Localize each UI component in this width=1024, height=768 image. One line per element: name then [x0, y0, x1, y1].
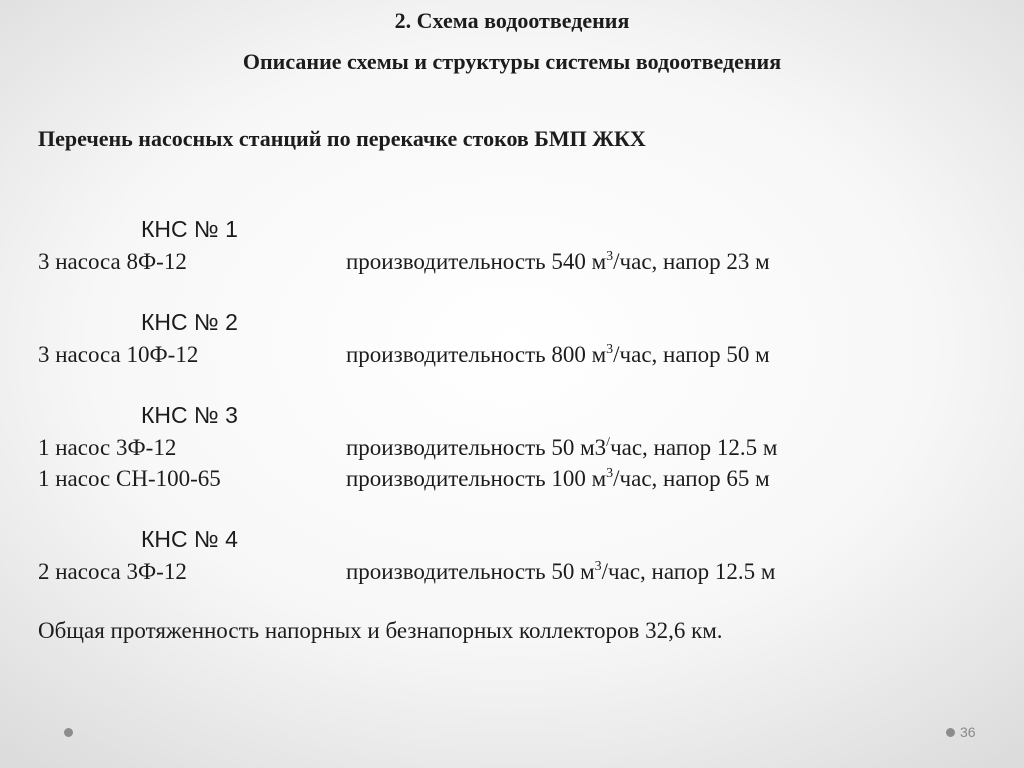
station-name: КНС № 4: [141, 526, 238, 552]
station-name: КНС № 3: [141, 402, 238, 428]
pump-name: 3 насоса 10Ф-12: [38, 342, 199, 367]
bullet-dot-icon: [64, 728, 73, 737]
page-number: 36: [960, 724, 976, 740]
pump-row: [38, 246, 998, 277]
station-list: [38, 214, 998, 617]
slide-subtitle: Описание схемы и структуры системы водоотведения: [242, 49, 782, 74]
pump-spec: производительность 50 $м^3$/час, напор 12.5 м: [346, 559, 776, 584]
pump-spec: производительность 800 $м^3$/час, напор 50 м: [346, 342, 770, 367]
pump-spec: производительность 50 м3/час, напор 12.5 м: [346, 435, 778, 460]
pump-row: [38, 339, 998, 370]
pump-name: 1 насос 3Ф-12: [38, 435, 177, 460]
station-name: КНС № 1: [141, 216, 238, 242]
slide-title: 2. Схема водоотведения: [394, 8, 630, 33]
station-block: [38, 214, 998, 277]
bullet-dot-icon: [946, 728, 955, 737]
pump-name: 1 насос СН-100-65: [38, 466, 221, 491]
pump-row: [38, 432, 998, 463]
pump-name: 2 насоса 3Ф-12: [38, 559, 187, 584]
total-length-text: Общая протяженность напорных и безнапорных коллекторов 32,6 км.: [38, 618, 723, 643]
station-block: [38, 307, 998, 370]
pump-row: [38, 556, 998, 587]
station-block: [38, 524, 998, 587]
pump-spec: производительность 100 $м^3$/час, напор 65 м: [346, 466, 770, 491]
pump-row: [38, 463, 998, 494]
pump-name: 3 насоса 8Ф-12: [38, 249, 187, 274]
list-heading: Перечень насосных станций по перекачке стоков БМП ЖКХ: [38, 126, 646, 151]
station-name: КНС № 2: [141, 309, 238, 335]
pump-spec: производительность 540 $м^3$/час, напор 23 м: [346, 249, 770, 274]
station-block: [38, 400, 998, 494]
